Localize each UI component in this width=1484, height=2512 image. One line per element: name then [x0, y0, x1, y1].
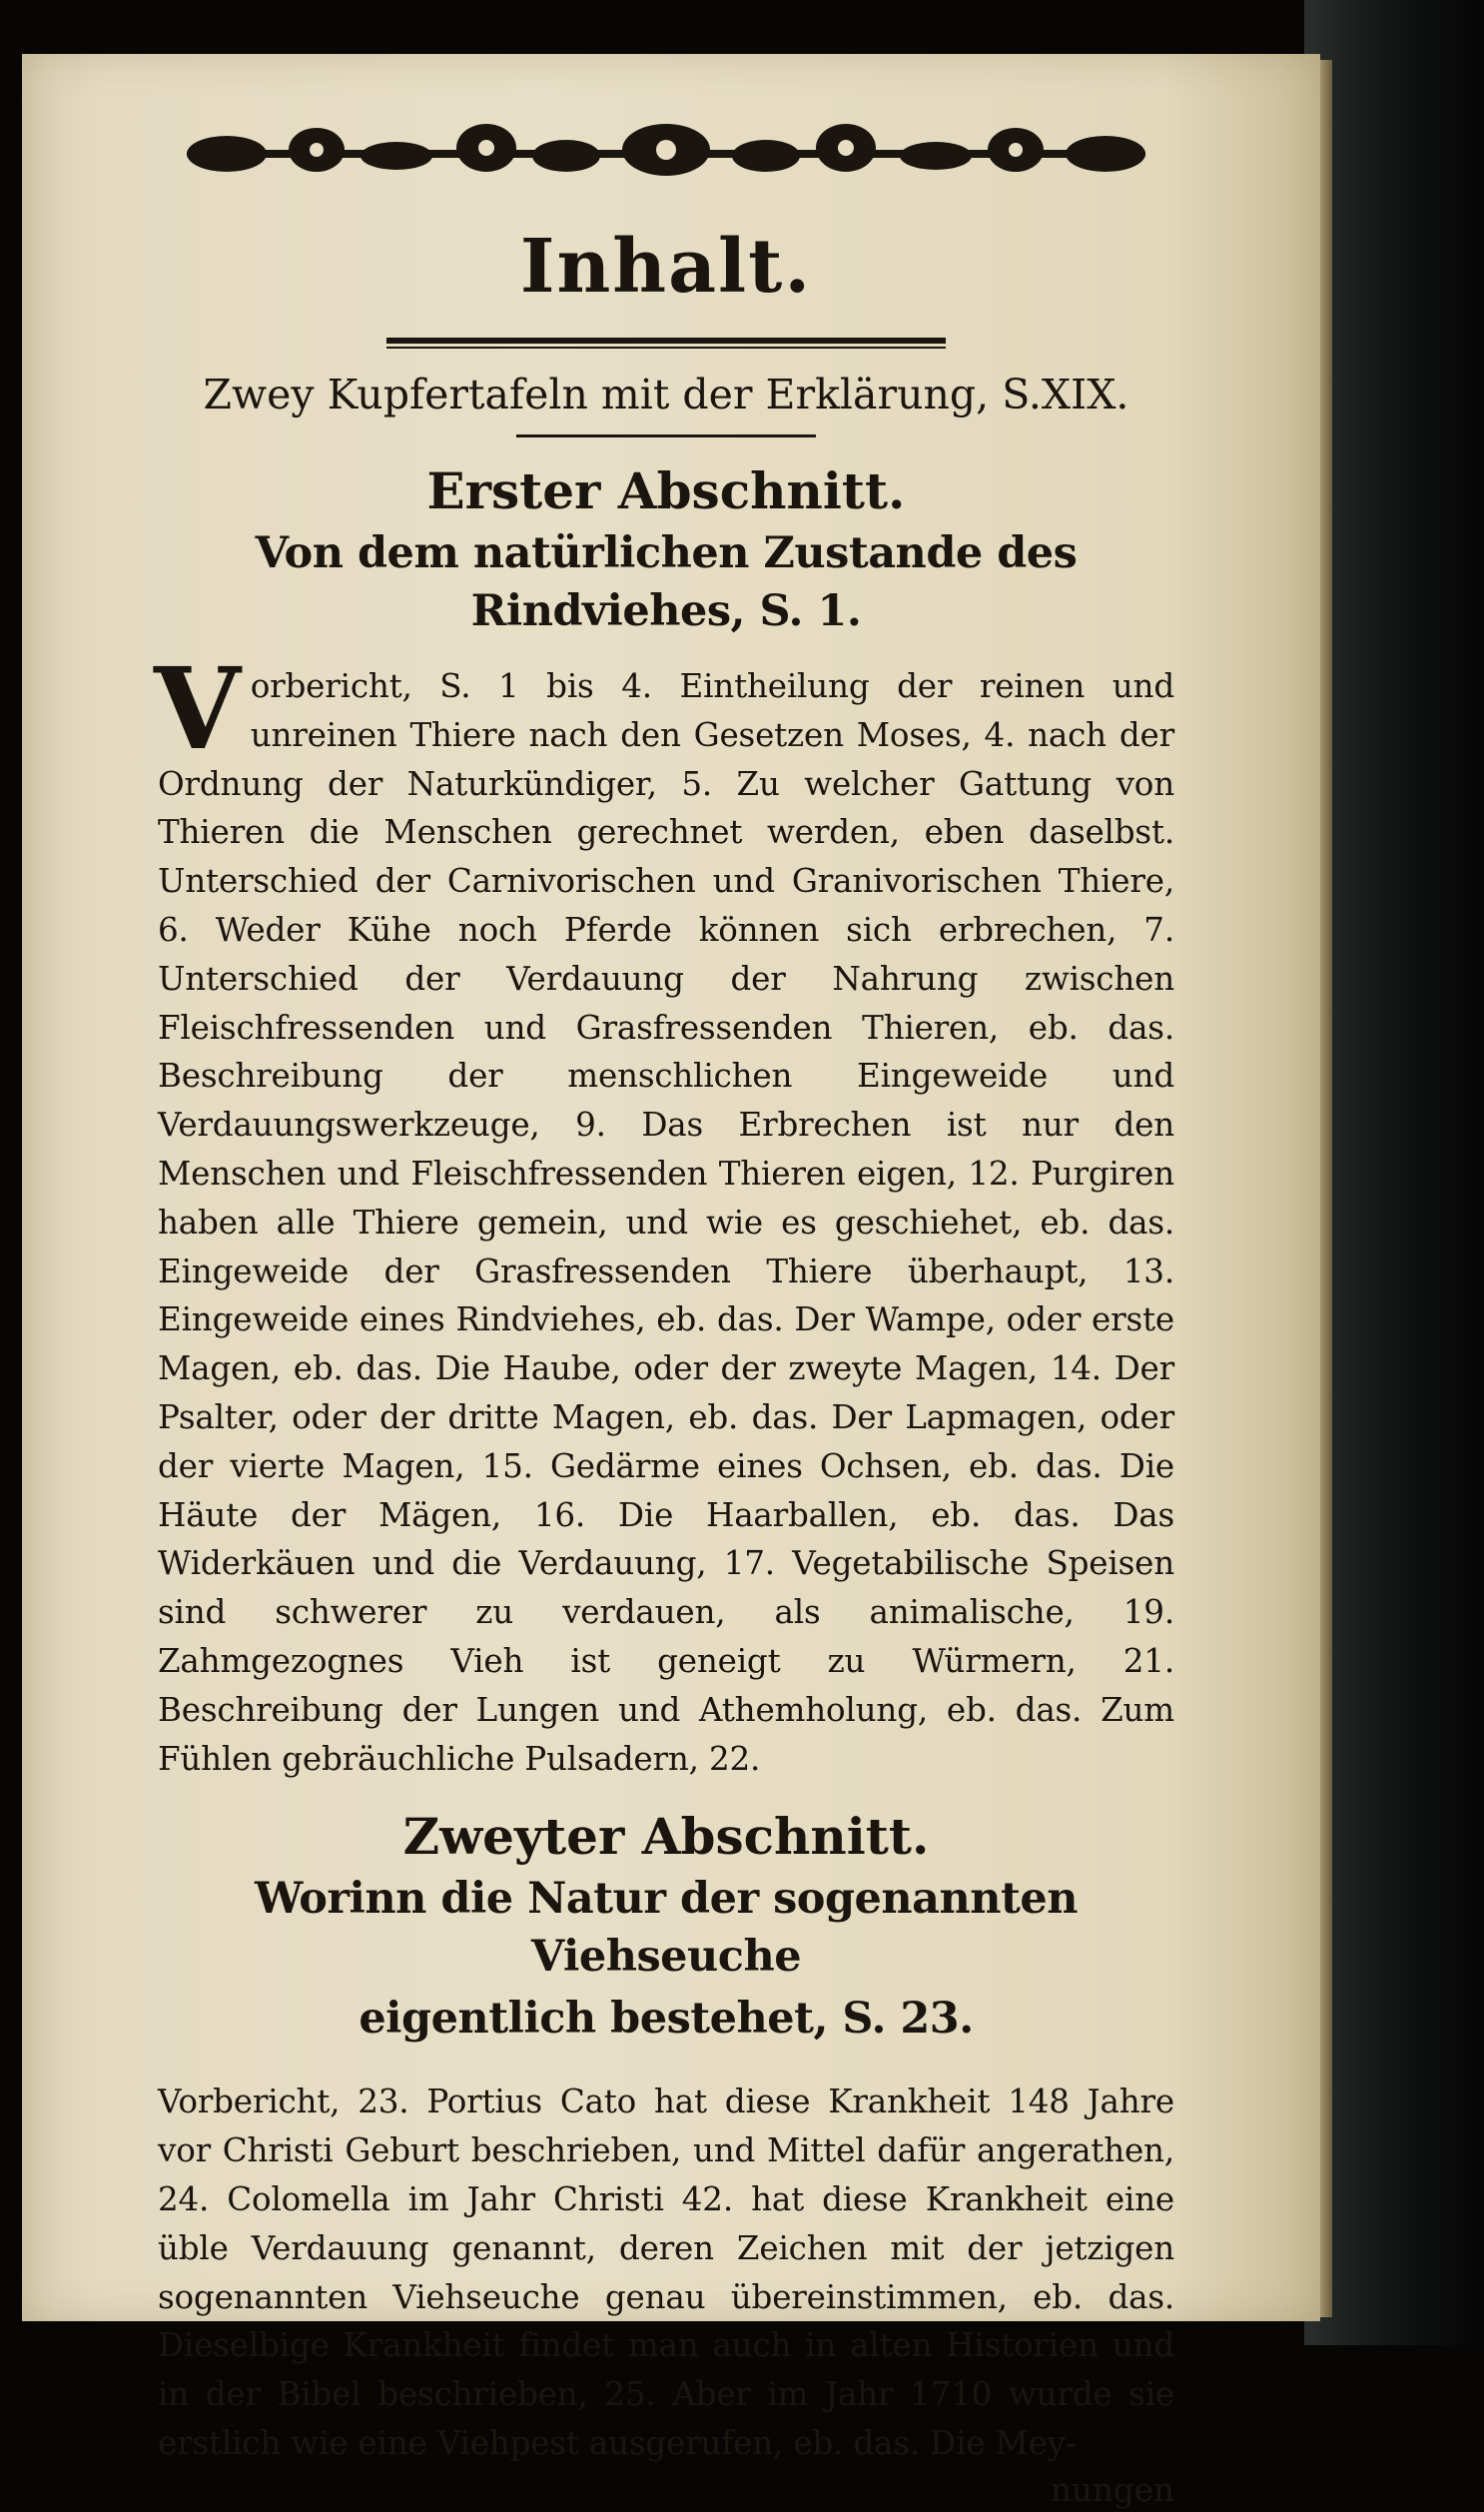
section-2-text: Vorbericht, 23. Portius Cato hat diese Krankheit 148 Jahre vor Christi Geburt beschrieben, und Mittel dafür angerathen, 24. Colomella im Jahr Christi 42. hat diese Krankheit eine üble Verdauung genannt, deren Zeichen mit der jetzigen sogenannten Viehseuche genau übereinstimmen, eb. das. Dieselbige Krankheit findet man auch in alten Historien und in der Bibel beschrieben, 25. Aber im Jahr 1710 wurde sie erstlich wie eine Viehpest ausgerufen, eb. das. Die Mey- [158, 2083, 1174, 2462]
section-1-label: Erster Abschnitt. [426, 461, 906, 520]
plates-line: Zwey Kupfertafeln mit der Erklärung, S.XIX. [203, 371, 1129, 419]
catchword: nungen [1050, 2470, 1174, 2509]
section-2-heading-line-2: eigentlich bestehet, S. 23. [359, 1994, 974, 2045]
section-1-text [154, 644, 1174, 1783]
floral-ornament-icon [167, 120, 1165, 190]
section-2-label: Zweyter Abschnitt. [402, 1807, 930, 1867]
section-1-heading: Von dem natürlichen Zustande des Rindviehes, S. 1. [255, 528, 1078, 636]
title-rule [386, 338, 946, 349]
page-title: Inhalt. [519, 224, 813, 310]
divider [516, 434, 816, 437]
section-1-body: orbericht, S. 1 bis 4. Eintheilung der reinen und unreinen Thiere nach den Gesetzen Moses, 4. nach der Ordnung der Naturkündiger, 5. Zu welcher Gattung von Thieren die Menschen gerechnet werden, eben daselbst. Unterschied der Carnivorischen und Granivorischen Thiere, 6. Weder Kühe noch Pferde können sich erbrechen, 7. Unterschied der Verdauung der Nahrung zwischen Fleischfressenden und Grasfressenden Thieren, eb. das. Beschreibung der menschlichen Eingeweide und Verdauungswerkzeuge, 9. Das Erbrechen ist nur den Menschen und Fleischfressenden Thieren eigen, 12. Purgiren haben alle Thiere gemein, und wie es geschiehet, eb. das. Eingeweide der Grasfressenden Thiere überhaupt, 13. Eingeweide eines Rindviehes, eb. das. Der Wampe, oder erste Magen, eb. das. Die Haube, oder der zweyte Magen, 14. Der Psalter, oder der dritte Magen, eb. das. Der Lapmagen, oder der vierte Magen, 15. Gedärme eines Ochsen, eb. das. Die Häute der Mägen, 16. Die Haarballen, eb. das. Das Widerkäuen und die Verdauung, 17. Vegetabilische Speisen sind schwerer zu verdauen, als animalische, 19. Zahmgezognes Vieh ist geneigt zu Würmern, 21. Beschreibung der Lungen und Athemholung, eb. das. Zum Fühlen gebräuchliche Pulsadern, 22. [158, 667, 1174, 1778]
page-content [154, 120, 1174, 2512]
section-2-heading-line-1: Worinn die Natur der sogenannten Viehseuche [254, 1874, 1079, 1983]
drop-cap: V [154, 644, 241, 775]
